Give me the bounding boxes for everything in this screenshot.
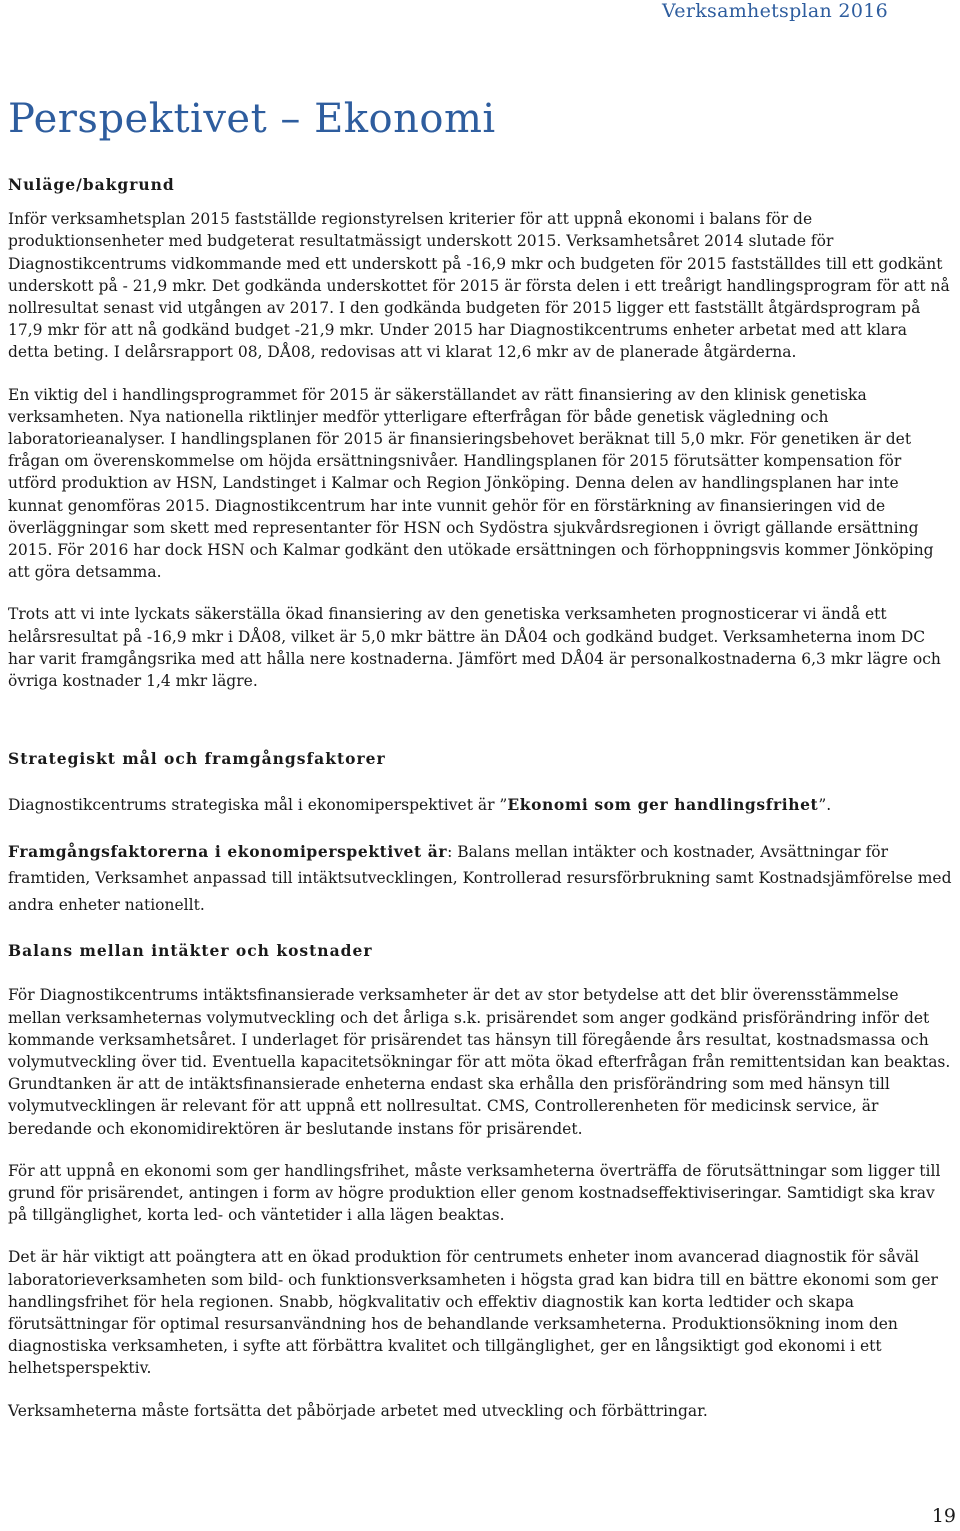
page-number: 19 (931, 1505, 956, 1527)
strategic-goal-prefix: Diagnostikcentrums strategiska mål i ekonomiperspektivet är ” (8, 796, 508, 815)
success-factors-label: Framgångsfaktorerna i ekonomiperspektivet är (8, 841, 448, 861)
page-title: Perspektivet – Ekonomi (8, 96, 496, 142)
document-body (8, 174, 952, 1422)
section-heading-strategic-goal: Strategiskt mål och framgångsfaktorer (8, 749, 386, 769)
running-header: Verksamhetsplan 2016 (662, 0, 888, 22)
section-heading-balance: Balans mellan intäkter och kostnader (8, 941, 373, 961)
strategic-goal-emphasis: Ekonomi som ger handlingsfrihet (507, 795, 819, 815)
paragraph-balance-3: Det är här viktigt att poängtera att en ökad produktion för centrumets enheter inom avancerad diagnostik för såväl laboratorieverksamheten som bild- och funktionsverksamheten i högsta grad kan bidra till en bättre ekonomi som ger handlingsfrihet för hela regionen. Snabb, högkvalitativ och effektiv diagnostik kan korta ledtider och skapa förutsättningar för optimal resursanvändning hos de behandlande verksamheterna. Produktionsökning inom den diagnostiska verksamheten, i syfte att förbättra kvalitet och tillgänglighet, ger en långsiktigt god ekonomi i ett helhetsperspektiv. (8, 1248, 938, 1378)
paragraph-current-state-2: En viktig del i handlingsprogrammet för 2015 är säkerställandet av rätt finansiering av den klinisk genetiska verksamheten. Nya nationella riktlinjer medför ytterligare efterfrågan för både genetisk vägledning och laboratorieanalyser. I handlingsplanen för 2015 är finansieringsbehovet beräknat till 5,0 mkr. För genetiken är det frågan om överenskommelse om höjda ersättningsnivåer. Handlingsplanen för 2015 förutsätter kompensation för utförd produktion av HSN, Landstinget i Kalmar och Region Jönköping. Denna delen av handlingsplanen har inte kunnat genomföras 2015. Diagnostikcentrum har inte vunnit gehör för en förstärkning av finansieringen vid de överläggningar som skett med representanter för HSN och Sydöstra sjukvårdsregionen i övrigt gällande ersättning 2015. För 2016 har dock HSN och Kalmar godkänt den utökade ersättningen och förhoppningsvis kommer Jönköping att göra detsamma. (8, 385, 934, 582)
success-factors-text: : Balans mellan intäkter och kostnader, Avsättningar för framtiden, Verksamhet anpassad till intäktsutvecklingen, Kontrollerad resursförbrukning samt Kostnadsjämförelse med andra enheter nationellt. (8, 842, 952, 914)
paragraph-balance-1: För Diagnostikcentrums intäktsfinansierade verksamheter är det av stor betydelse att det blir överensstämmelse mellan verksamheternas volymutveckling och det årliga s.k. prisärendet som anger godkänd prisförändring inför det kommande verksamhetsåret. I underlaget för prisärendet tas hänsyn till föregående års resultat, kostnadsmassa och volymutveckling över tid. Eventuella kapacitetsökningar för att möta ökad efterfrågan från remittentsidan kan beaktas. Grundtanken är att de intäktsfinansierade enheterna endast ska erhålla den prisförändring som med hänsyn till volymutvecklingen är relevant för att uppnå ett nollresultat. CMS, Controllerenheten för medicinsk service, är beredande och ekonomidirektören är beslutande instans för prisärendet. (8, 986, 951, 1138)
section-heading-current-state: Nuläge/bakgrund (8, 175, 175, 194)
paragraph-balance-2: För att uppnå en ekonomi som ger handlingsfrihet, måste verksamheterna överträffa de förutsättningar som ligger till grund för prisärendet, antingen i form av högre produktion eller genom kostnadseffektiviseringar. Samtidigt ska krav på tillgänglighet, korta led- och väntetider i alla lägen beaktas. (8, 1161, 941, 1225)
paragraph-current-state-1: Inför verksamhetsplan 2015 fastställde regionstyrelsen kriterier för att uppnå ekonomi i balans för de produktionsenheter med budgeterat resultatmässigt underskott 2015. Verksamhetsåret 2014 slutade för Diagnostikcentrums vidkommande med ett underskott på -16,9 mkr och budgeten för 2015 fastställdes till ett godkänt underskott på - 21,9 mkr. Det godkända underskottet för 2015 är första delen i ett treårigt handlingsprogram för att nå nollresultat senast vid utgången av 2017. I den godkända budgeten för 2015 ligger ett fastställt åtgärdsprogram på 17,9 mkr för att nå godkänd budget -21,9 mkr. Under 2015 har Diagnostikcentrums enheter arbetat med att klara detta beting. I delårsrapport 08, DÅ08, redovisas att vi klarat 12,6 mkr av de planerade åtgärderna. (8, 210, 950, 362)
strategic-goal-suffix: ”. (818, 796, 832, 815)
strategic-goal-statement (8, 794, 952, 816)
success-factors (8, 839, 952, 919)
paragraph-current-state-3: Trots att vi inte lyckats säkerställa ökad finansiering av den genetiska verksamheten prognosticerar vi ändå ett helårsresultat på -16,9 mkr i DÅ08, vilket är 5,0 mkr bättre än DÅ04 och godkänd budget. Verksamheterna inom DC har varit framgångsrika med att hålla nere kostnaderna. Jämfört med DÅ04 är personalkostnaderna 6,3 mkr lägre och övriga kostnader 1,4 mkr lägre. (8, 605, 941, 691)
paragraph-balance-4: Verksamheterna måste fortsätta det påbörjade arbetet med utveckling och förbättringar. (8, 1401, 708, 1420)
